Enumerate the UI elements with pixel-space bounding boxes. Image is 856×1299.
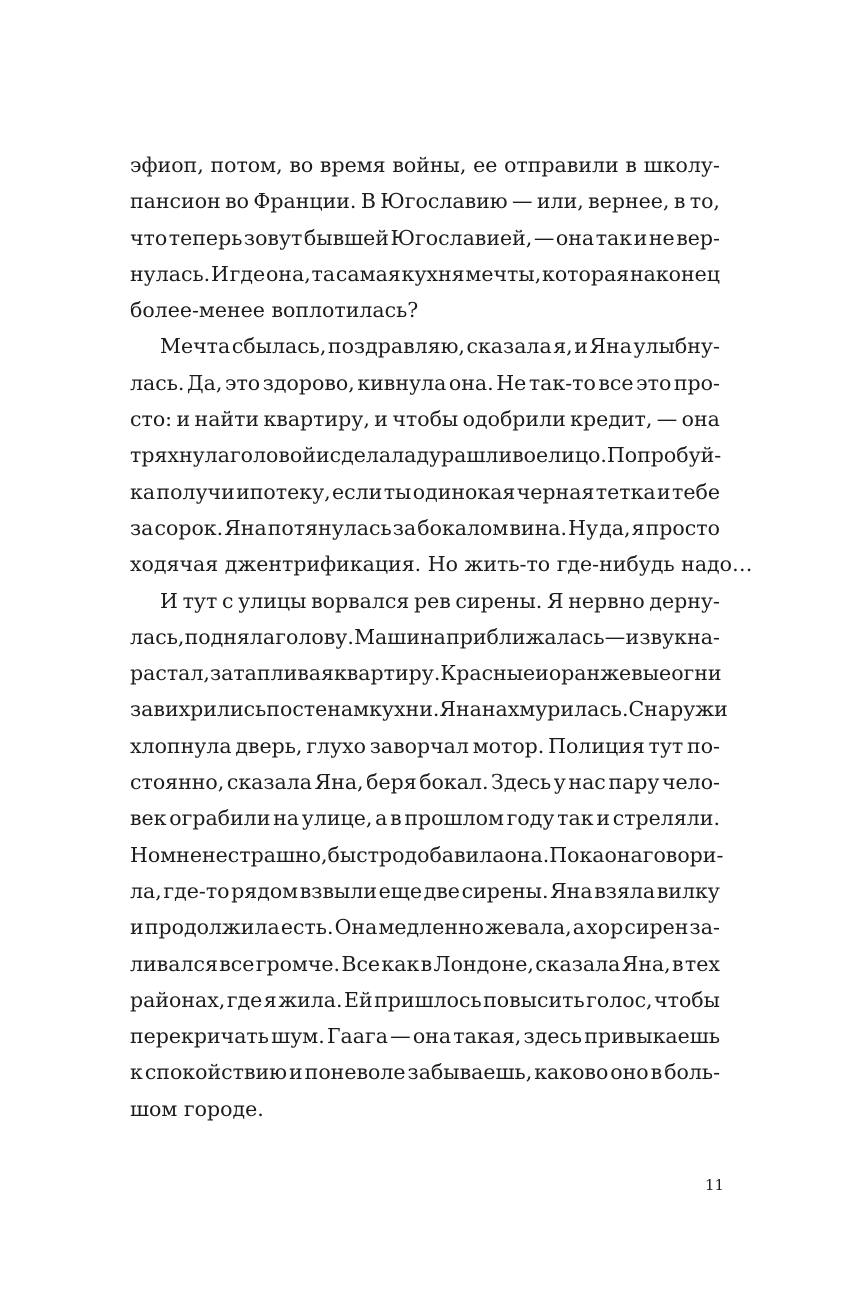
- page-number: 11: [705, 1176, 725, 1194]
- text-line: стоянно, сказала Яна, беря бокал. Здесь у нас пару чело-: [130, 770, 720, 795]
- text-line: шом городе.: [130, 1096, 264, 1121]
- text-line: лась, подняла голову. Машина приближалась — и звук на-: [130, 624, 720, 649]
- text-line: и продолжила есть. Она медленно жевала, а хор сирен за-: [130, 915, 720, 940]
- text-line: пансион во Франции. В Югославию — или, вернее, в то,: [130, 189, 720, 214]
- text-line: к спокойствию и поневоле забываешь, каково оно в боль-: [130, 1060, 720, 1085]
- text-line: хлопнула дверь, глухо заворчал мотор. Полиция тут по-: [130, 733, 720, 758]
- text-line: эфиоп, потом, во время войны, ее отправили в школу-: [130, 153, 720, 177]
- paragraph: [130, 583, 728, 1127]
- paragraph: [130, 147, 720, 328]
- text-line: лась. Да, это здорово, кивнула она. Не так-то все это про-: [130, 370, 720, 395]
- text-line: более-менее воплотилась?: [130, 298, 419, 323]
- text-line: растал, затапливая квартиру. Красные и оранжевые огни: [130, 661, 722, 686]
- text-line: нулась. И где она, та самая кухня мечты, которая наконец: [130, 261, 720, 286]
- text-line: ливался все громче. Все как в Лондоне, сказала Яна, в тех: [130, 951, 720, 976]
- text-line: тряхнула головой и сделала дурашливое лицо. Попробуй-: [130, 443, 722, 468]
- text-line: Мечта сбылась, поздравляю, сказала я, и Яна улыбну-: [160, 334, 720, 359]
- text-line: сто: и найти квартиру, и чтобы одобрили кредит, — она: [130, 407, 720, 432]
- text-line: завихрились по стенам кухни. Яна нахмурилась. Снаружи: [130, 697, 728, 722]
- text-line: ла, где-то рядом взвыли еще две сирены. Яна взяла вилку: [130, 878, 720, 903]
- text-line: за сорок. Яна потянулась за бокалом вина. Ну да, я просто: [130, 515, 720, 540]
- text-line: районах, где я жила. Ей пришлось повысить голос, чтобы: [130, 987, 720, 1012]
- text-line: ка получи ипотеку, если ты одинокая черная тетка и тебе: [130, 479, 720, 504]
- body-text: [130, 147, 753, 1127]
- paragraph: [130, 328, 753, 582]
- text-line: Но мне не страшно, быстро добавила она. Пока она говори-: [130, 842, 724, 867]
- text-line: что теперь зовут бывшей Югославией, — она так и не вер-: [130, 225, 720, 250]
- text-line: И тут с улицы ворвался рев сирены. Я нервно дерну-: [160, 588, 720, 613]
- text-line: век ограбили на улице, а в прошлом году так и стреляли.: [130, 806, 720, 831]
- text-line: перекричать шум. Гаага — она такая, здесь привыкаешь: [130, 1024, 720, 1049]
- text-line: ходячая джентрификация. Но жить-то где-нибудь надо…: [130, 552, 753, 577]
